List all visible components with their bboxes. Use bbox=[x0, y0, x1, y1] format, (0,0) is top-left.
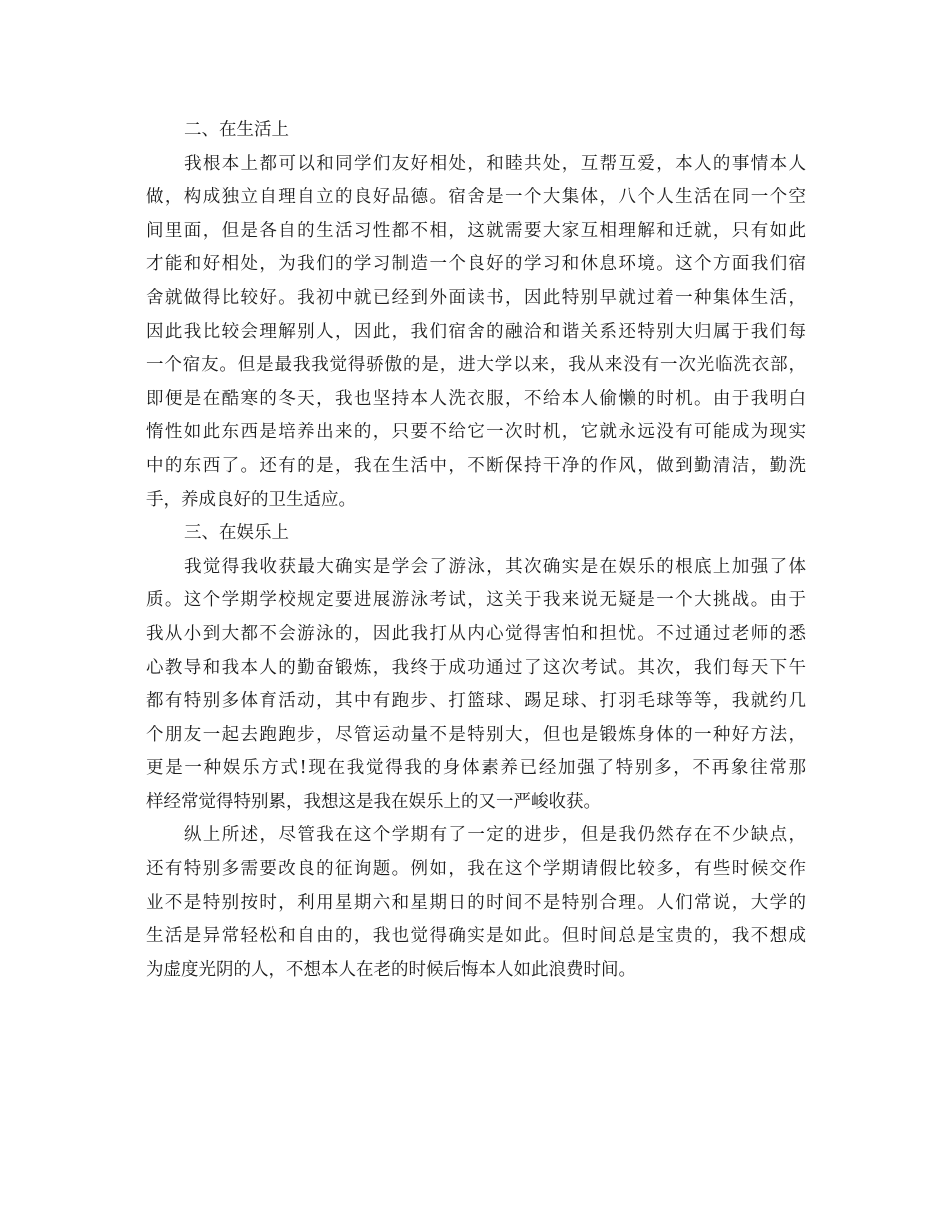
paragraph-line: 我从小到大都不会游泳的，因此我打从内心觉得害怕和担忧。不过通过老师的悉 bbox=[146, 623, 806, 644]
paragraph-line: 即便是在酷寒的冬天，我也坚持本人洗衣服，不给本人偷懒的时机。由于我明白 bbox=[146, 388, 806, 409]
paragraph-line: 因此我比较会理解别人，因此，我们宿舍的融洽和谐关系还特别大归属于我们每 bbox=[146, 321, 806, 342]
paragraph-line: 手，养成良好的卫生适应。 bbox=[146, 489, 356, 510]
paragraph-line: 个朋友一起去跑跑步，尽管运动量不是特别大，但也是锻炼身体的一种好方法， bbox=[146, 724, 806, 745]
section-heading-life: 二、在生活上 bbox=[184, 120, 289, 140]
paragraph-line: 还有特别多需要改良的征询题。例如，我在这个学期请假比较多，有些时候交作 bbox=[146, 859, 806, 880]
paragraph-line: 都有特别多体育活动，其中有跑步、打篮球、踢足球、打羽毛球等等，我就约几 bbox=[146, 691, 806, 712]
paragraph-line: 纵上所述，尽管我在这个学期有了一定的进步，但是我仍然存在不少缺点， bbox=[184, 825, 806, 846]
paragraph-line: 间里面，但是各自的生活习性都不相，这就需要大家互相理解和迁就，只有如此 bbox=[146, 220, 806, 241]
paragraph-line: 做，构成独立自理自立的良好品德。宿舍是一个大集体，八个人生活在同一个空 bbox=[146, 187, 806, 208]
paragraph-line: 一个宿友。但是最我我觉得骄傲的是，进大学以来，我从来没有一次光临洗衣部， bbox=[146, 355, 806, 376]
paragraph-line: 才能和好相处，为我们的学习制造一个良好的学习和休息环境。这个方面我们宿 bbox=[146, 254, 806, 275]
paragraph-life bbox=[146, 148, 806, 518]
paragraph-line: 业不是特别按时，利用星期六和星期日的时间不是特别合理。人们常说，大学的 bbox=[146, 892, 806, 913]
paragraph-line: 舍就做得比较好。我初中就已经到外面读书，因此特别早就过着一种集体生活， bbox=[146, 287, 806, 308]
paragraph-line: 惰性如此东西是培养出来的，只要不给它一次时机，它就永远没有可能成为现实 bbox=[146, 422, 806, 443]
paragraph-line: 生活是异常轻松和自由的，我也觉得确实是如此。但时间总是宝贵的，我不想成 bbox=[146, 926, 806, 947]
paragraph-line: 中的东西了。还有的是，我在生活中，不断保持干净的作风，做到勤清洁，勤洗 bbox=[146, 455, 806, 476]
section-heading-entertainment: 三、在娱乐上 bbox=[184, 523, 289, 544]
document-body bbox=[146, 114, 806, 987]
paragraph-line: 更是一种娱乐方式!现在我觉得我的身体素养已经加强了特别多，不再象往常那 bbox=[146, 758, 806, 779]
paragraph-line: 样经常觉得特别累，我想这是我在娱乐上的又一严峻收获。 bbox=[146, 791, 601, 812]
paragraph-entertainment bbox=[146, 551, 806, 820]
paragraph-conclusion bbox=[146, 819, 806, 987]
paragraph-line: 质。这个学期学校规定要进展游泳考试，这关于我来说无疑是一个大挑战。由于 bbox=[146, 590, 806, 611]
paragraph-line: 心教导和我本人的勤奋锻炼，我终于成功通过了这次考试。其次，我们每天下午 bbox=[146, 657, 806, 678]
paragraph-line: 我觉得我收获最大确实是学会了游泳，其次确实是在娱乐的根底上加强了体 bbox=[184, 556, 806, 577]
paragraph-line: 我根本上都可以和同学们友好相处，和睦共处，互帮互爱，本人的事情本人 bbox=[184, 153, 806, 174]
paragraph-line: 为虚度光阴的人，不想本人在老的时候后悔本人如此浪费时间。 bbox=[146, 959, 636, 980]
